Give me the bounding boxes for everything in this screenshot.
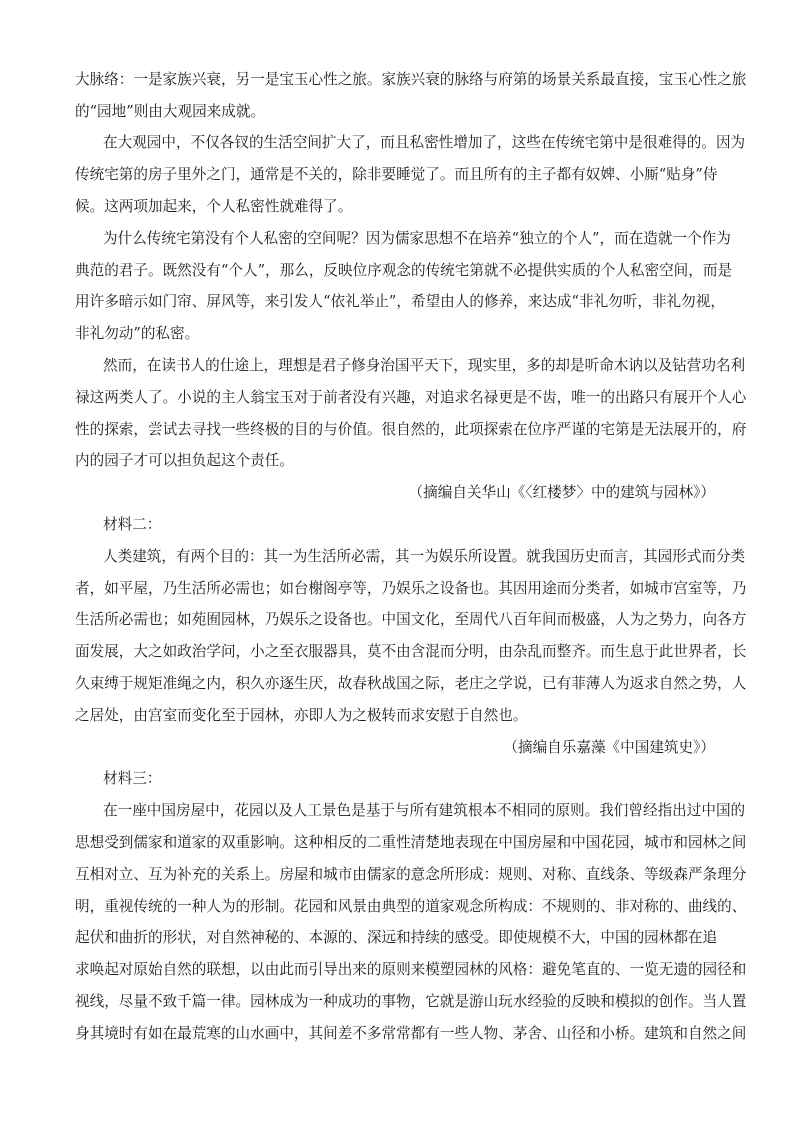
section-heading: 材料三：	[103, 770, 162, 787]
text-line: 起伏和曲折的形状，对自然神秘的、本源的、深远和持续的感受。即使规模不大，中国的园林都在追	[75, 929, 718, 946]
text-line: 用许多暗示如门帘、屏风等，来引发人“依礼举止”，希望由人的修养，来达成“非礼勿听，非礼勿视，	[75, 293, 725, 310]
paragraph-first-line: 然而，在读书人的仕途上，理想是君子修身治国平天下，现实里，多的却是听命木讷以及钻营功名利	[103, 357, 746, 374]
paragraph-first-line: 在大观园中，不仅各钗的生活空间扩大了，而且私密性增加了，这些在传统宅第中是很难得的。因为	[103, 134, 746, 151]
source-citation: （摘编自关华山《〈红楼梦〉中的建筑与园林》）	[408, 484, 715, 501]
text-line: 思想受到儒家和道家的双重影响。这种相反的二重性清楚地表现在中国房屋和中国花园，城市和园林之间	[75, 834, 747, 851]
text-line: 求唤起对原始自然的联想，以由此而引导出来的原则来模塑园林的风格：避免笔直的、一览无遗的园径和	[75, 961, 747, 978]
text-line: 非礼勿动”的私密。	[75, 325, 200, 342]
text-line: 视线，尽量不致千篇一律。园林成为一种成功的事物，它就是游山玩水经验的反映和模拟的创作。当人置	[75, 993, 747, 1010]
text-line: 生活所必需也；如苑囿园林，乃娱乐之设备也。中国文化，至周代八百年间而极盛，人为之势力，向各方	[75, 611, 747, 628]
text-line: 明，重视传统的一种人为的形制。花园和风景由典型的道家观念所构成：不规则的、非对称的、曲线的、	[75, 898, 747, 915]
paragraph-first-line: 为什么传统宅第没有个人私密的空间呢？因为儒家思想不在培养“独立的个人”，而在造就一个作为	[103, 230, 731, 247]
text-line: 典范的君子。既然没有“个人”，那么，反映位序观念的传统宅第就不必提供实质的个人私密空间，而是	[75, 262, 733, 279]
text-line: 的“园地”则由大观园来成就。	[75, 103, 266, 120]
text-line: 者，如平屋，乃生活所必需也；如台榭阁亭等，乃娱乐之设备也。其因用途而分类者，如城市宫室等，乃	[75, 580, 747, 597]
text-line: 内的园子才可以担负起这个责任。	[75, 452, 294, 469]
text-line: 久束缚于规矩准绳之内，积久亦逐生厌，故春秋战国之际，老庄之学说，已有菲薄人为返求自然之势，人	[75, 675, 747, 692]
text-line: 性的探索，尝试去寻找一些终极的目的与价值。很自然的，此项探索在位序严谨的宅第是无法展开的，府	[75, 421, 747, 438]
text-line: 之居处，由宫室而变化至于园林，亦即人为之极转而求安慰于自然也。	[75, 707, 528, 724]
paragraph-first-line: 在一座中国房屋中，花园以及人工景色是基于与所有建筑根本不相同的原则。我们曾经指出过中国的	[103, 802, 746, 819]
text-line: 禄这两类人了。小说的主人翁宝玉对于前者没有兴趣，对追求名禄更是不齿，唯一的出路只有展开个人心	[75, 389, 747, 406]
source-citation: （摘编自乐嘉藻《中国建筑史》）	[503, 739, 715, 756]
section-heading: 材料二：	[103, 516, 162, 533]
text-line: 互相对立、互为补充的关系上。房屋和城市由儒家的意念所形成：规则、对称、直线条、等级森严条理分	[75, 866, 747, 883]
text-line: 传统宅第的房子里外之门，通常是不关的，除非要睡觉了。而且所有的主子都有奴婢、小厮“贴身”侍	[75, 166, 718, 183]
text-line: 面发展，大之如政治学问，小之至衣服器具，莫不由含混而分明，由杂乱而整齐。而生息于此世界者，长	[75, 643, 747, 660]
text-line: 候。这两项加起来，个人私密性就难得了。	[75, 198, 353, 215]
paragraph-first-line: 人类建筑，有两个目的：其一为生活所必需，其一为娱乐所设置。就我国历史而言，其园形式而分类	[103, 548, 746, 565]
text-line: 大脉络：一是家族兴衰，另一是宝玉心性之旅。家族兴衰的脉络与府第的场景关系最直接，宝玉心性之旅	[75, 71, 747, 88]
text-line: 身其境时有如在最荒寒的山水画中，其间差不多常常都有一些人物、茅舍、山径和小桥。建筑和自然之间	[75, 1025, 747, 1042]
